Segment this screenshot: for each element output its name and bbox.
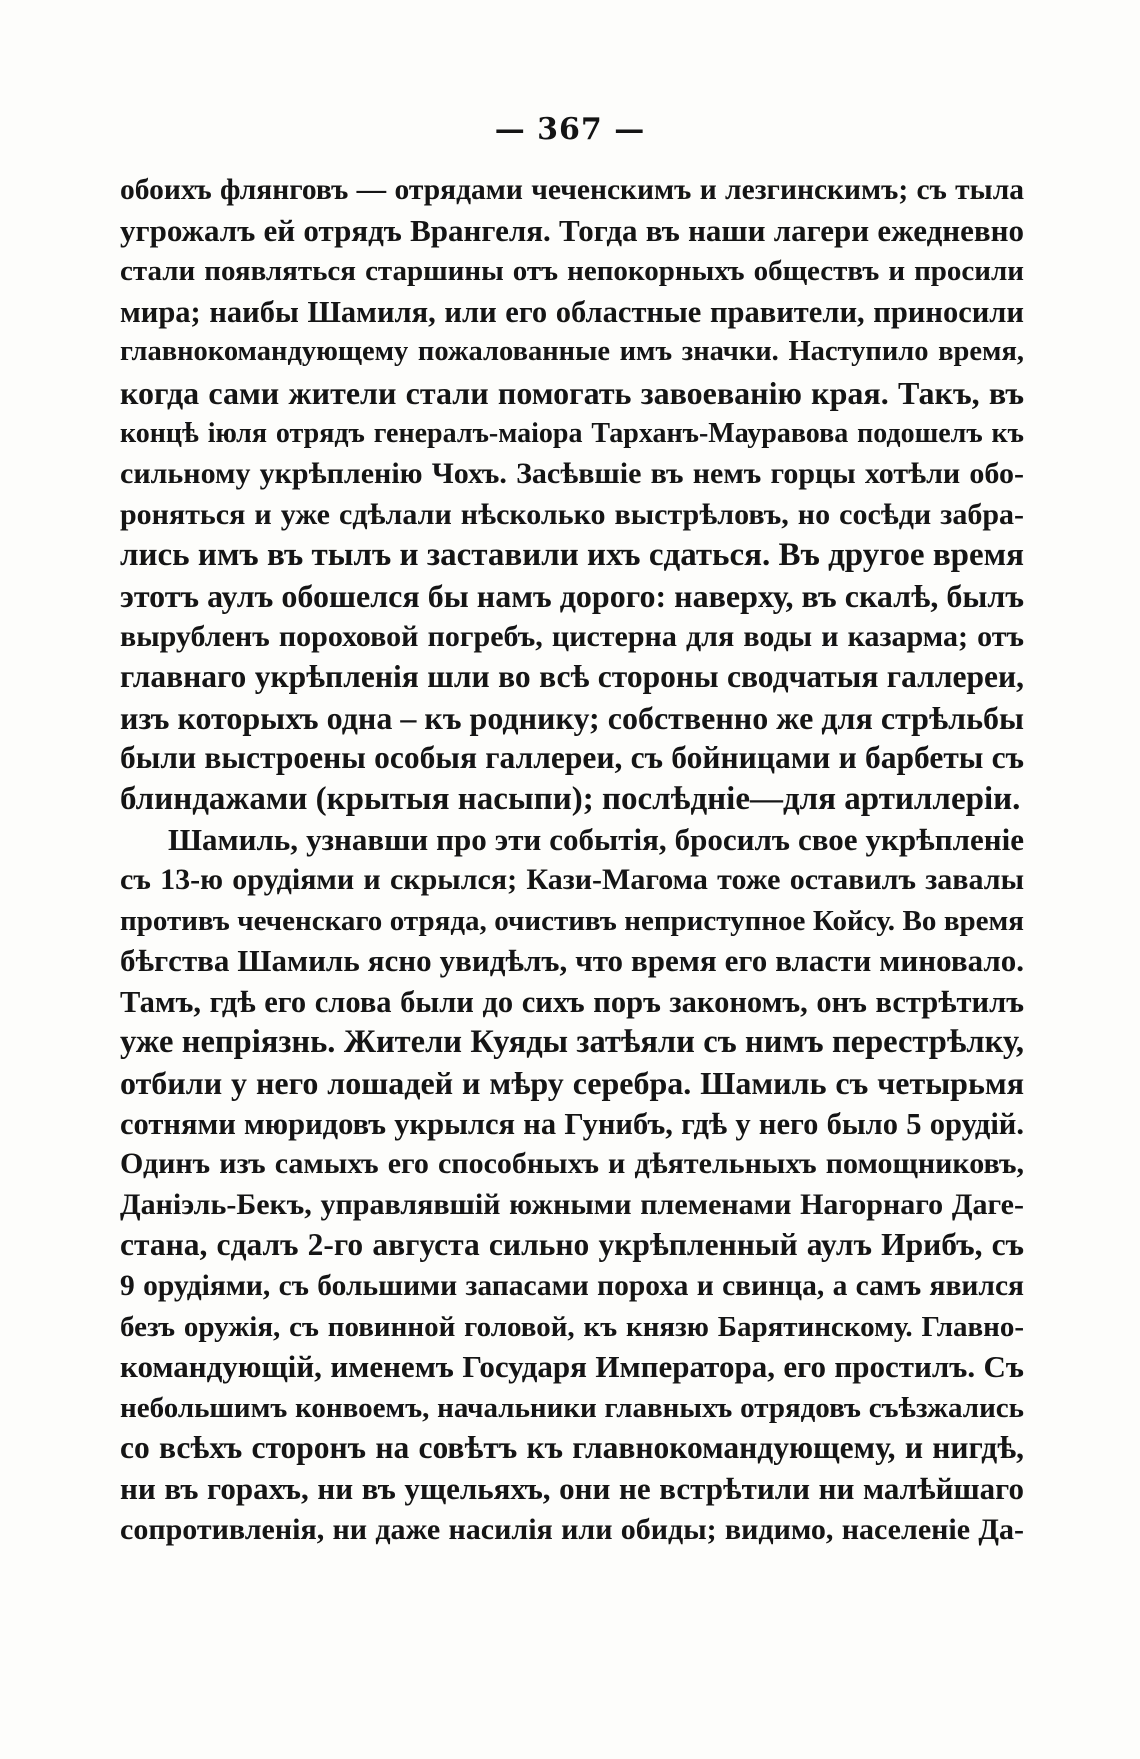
text-line: стали появляться старшины отъ непокорныхъ обществъ и просили bbox=[120, 255, 1024, 288]
text-line: Тамъ, гдѣ его слова были до сихъ поръ закономъ, онъ встрѣтилъ bbox=[120, 984, 1024, 1019]
text-line: изъ которыхъ одна – къ роднику; собственно же для стрѣльбы bbox=[120, 699, 1024, 736]
text-line: безъ оружія, съ повинной головой, къ князю Барятинскому. Главно- bbox=[120, 1310, 1024, 1343]
text-line: роняться и уже сдѣлали нѣсколько выстрѣловъ, но сосѣди забра- bbox=[120, 497, 1024, 531]
text-line: главнокомандующему пожалованные имъ значки. Наступило время, bbox=[120, 336, 1024, 368]
text-line: главнаго укрѣпленія шли во всѣ стороны сводчатыя галлереи, bbox=[120, 659, 1024, 695]
text-line: мира; наибы Шамиля, или его областные правители, приносили bbox=[120, 294, 1024, 329]
text-line: бѣгства Шамиль ясно увидѣлъ, что время его власти миновало. bbox=[120, 943, 1024, 979]
paragraph bbox=[120, 170, 1024, 820]
text-line: уже непріязнь. Жители Куяды затѣяли съ нимъ перестрѣлку, bbox=[120, 1024, 1024, 1061]
text-line: лись имъ въ тылъ и заставили ихъ сдаться. Въ другое время bbox=[120, 537, 1024, 574]
text-line: стана, сдалъ 2-го августа сильно укрѣпленный аулъ Ирибъ, съ bbox=[120, 1227, 1024, 1263]
text-line: угрожалъ ей отрядъ Врангеля. Тогда въ наши лагери ежедневно bbox=[120, 212, 1024, 248]
text-line: Одинъ изъ самыхъ его способныхъ и дѣятельныхъ помощниковъ, bbox=[120, 1147, 1024, 1181]
text-line: сотнями мюридовъ укрылся на Гунибъ, гдѣ у него было 5 орудій. bbox=[120, 1106, 1024, 1141]
text-line: со всѣхъ сторонъ на совѣтъ къ главнокомандующему, и нигдѣ, bbox=[120, 1430, 1024, 1466]
text-line: сопротивленія, ни даже насилія или обиды; видимо, населеніе Да- bbox=[120, 1512, 1024, 1546]
text-line: ни въ горахъ, ни въ ущельяхъ, они не встрѣтили ни малѣйшаго bbox=[120, 1471, 1024, 1506]
text-line: отбили у него лошадей и мѣру серебра. Шамиль съ четырьмя bbox=[120, 1065, 1024, 1102]
text-line: когда сами жители стали помогать завоеванію края. Такъ, въ bbox=[120, 374, 1024, 411]
text-line: Шамиль, узнавши про эти событія, бросилъ свое укрѣпленіе bbox=[168, 821, 1024, 857]
text-line: вырубленъ пороховой погребъ, цистерна для воды и казарма; отъ bbox=[120, 619, 1024, 653]
text-line: противъ чеченскаго отряда, очистивъ неприступное Койсу. Во время bbox=[120, 904, 1024, 937]
text-line: командующій, именемъ Государя Императора, его простилъ. Съ bbox=[120, 1349, 1024, 1385]
text-line: съ 13-ю орудіями и скрылся; Кази-Магома тоже оставилъ завалы bbox=[120, 863, 1024, 897]
text-line: блиндажами (крытыя насыпи); послѣдніе—для артиллеріи. bbox=[120, 780, 1021, 817]
paragraph bbox=[120, 820, 1024, 1551]
text-line: небольшимъ конвоемъ, начальники главныхъ отрядовъ съѣзжались bbox=[120, 1391, 1024, 1424]
page-number: — 367 — bbox=[494, 112, 646, 147]
text-line: сильному укрѣпленію Чохъ. Засѣвшіе въ немъ горцы хотѣли обо- bbox=[120, 457, 1024, 491]
text-line: концѣ іюля отрядъ генералъ-маіора Тарханъ-Мауравова подошелъ къ bbox=[120, 417, 1024, 449]
text-line: были выстроены особыя галлереи, съ бойницами и барбеты съ bbox=[120, 740, 1024, 776]
body-text bbox=[120, 170, 1024, 1550]
text-line: этотъ аулъ обошелся бы намъ дорого: наверху, въ скалѣ, былъ bbox=[120, 577, 1024, 614]
text-line: 9 орудіями, съ большими запасами пороха и свинца, а самъ явился bbox=[120, 1270, 1024, 1303]
text-line: обоихъ флянговъ — отрядами чеченскимъ и лезгинскимъ; съ тыла bbox=[120, 174, 1024, 206]
text-line: Даніэль-Бекъ, управлявшій южными племенами Нагорнаго Даге- bbox=[120, 1187, 1024, 1221]
